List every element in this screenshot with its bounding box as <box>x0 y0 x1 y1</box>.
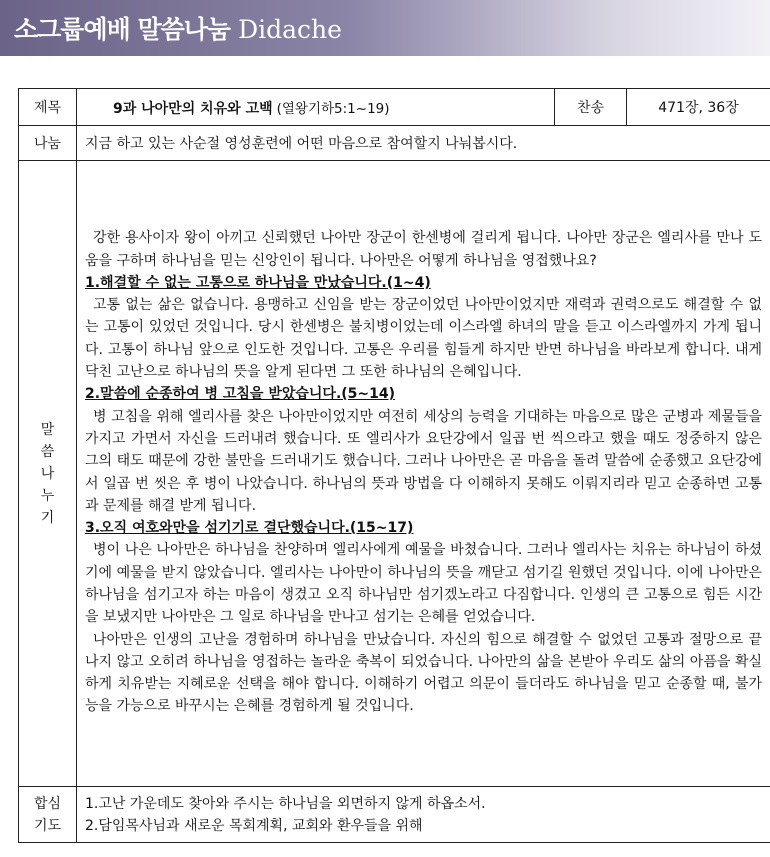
sermon-paragraph: 병 고침을 위해 엘리사를 찾은 나아만이었지만 여전히 세상의 능력을 기대하는 마음으로 많은 군병과 제물들을 가지고 가면서 자신을 드러내려 했습니다. 또 엘리사가 요단강에서 일곱 번 씩으라고 했을 때도 정중하지 않은 그의 태도 때문에 강한 불만을 드러내기도 했습니다. 그러나 나아만은 곧 마음을 돌려 말씀에 순종했고 요단강에서 일곱 번 씻은 후 병이 나았습니다. 하나님의 뜻과 방법을 다 이해하지 못해도 이뤄지리라 믿고 순종하면 고통과 문제를 해결 받게 됩니다. <box>85 408 762 514</box>
sermon-label-char: 누 <box>40 487 55 504</box>
sermon-row <box>19 161 770 787</box>
header-banner <box>0 0 770 56</box>
banner-title-english: Didache <box>238 15 342 44</box>
worksheet-table <box>18 88 770 843</box>
prayer-list <box>77 787 770 843</box>
prayer-label <box>19 787 77 843</box>
prayer-label-line: 합심 <box>33 795 62 812</box>
banner-title <box>14 10 342 46</box>
sermon-paragraph: 고통 없는 삶은 없습니다. 용맹하고 신임을 받는 장군이었던 나아만이었지만 재력과 권력으로도 해결할 수 없는 고통이 있었던 것입니다. 당시 한센병은 불치병이었는데 이스라엘 하녀의 말을 듣고 이스라엘까지 가게 됩니다. 고통이 하나님 앞으로 인도한 것입니다. 고통은 우리를 힘들게 하지만 반면 하나님을 바라보게 합니다. 내게 닥친 고난으로 하나님의 뜻을 알게 된다면 그 또한 하나님의 은혜입니다. <box>85 297 762 381</box>
sermon-label-char: 나 <box>40 465 55 482</box>
prayer-item: 2.담임목사님과 새로운 목회계획, 교회와 환우들을 위해 <box>85 817 423 834</box>
banner-title-korean: 소그룹예배 말씀나눔 <box>14 15 231 44</box>
title-row <box>19 89 770 126</box>
sermon-conclusion: 나아만은 인생의 고난을 경험하며 하나님을 만났습니다. 자신의 힘으로 해결할 수 없었던 고통과 절망으로 끝나지 않고 오히려 하나님을 영접하는 놀라운 축복이 되었습니다. 나아만의 삶을 본받아 우리도 삶의 아픔을 확실하게 치유받는 지혜로운 선택을 해야 합니다. 이해하기 어렵고 의문이 들더라도 하나님을 믿고 순종할 때, 불가능을 가능으로 바꾸시는 은혜를 경험하게 될 것입니다. <box>85 631 762 715</box>
sermon-label-char: 씀 <box>40 443 55 460</box>
prayer-label-line: 기도 <box>33 817 62 834</box>
sermon-body <box>77 161 770 787</box>
scripture-reference: (열왕기하5:1~19) <box>276 100 390 117</box>
hymn-label: 찬송 <box>555 89 627 126</box>
point-heading-2: 2.말씀에 순종하여 병 고침을 받았습니다.(5~14) <box>85 386 396 403</box>
share-row <box>19 126 770 161</box>
sermon-label <box>19 161 77 787</box>
sermon-paragraph: 강한 용사이자 왕이 아끼고 신뢰했던 나아만 장군이 한센병에 걸리게 됩니다. 나아만 장군은 엘리사를 만나 도움을 구하며 하나님을 믿는 신앙인이 됩니다. 나아만은 어떻게 하나님을 영접했나요? <box>85 230 762 269</box>
sermon-label-char: 말 <box>40 421 55 438</box>
share-question: 지금 하고 있는 사순절 영성훈련에 어떤 마음으로 참여할지 나눠봅시다. <box>77 126 770 161</box>
sermon-paragraph: 병이 나은 나아만은 하나님을 찬양하며 엘리사에게 예물을 바쳤습니다. 그러나 엘리사는 치유는 하나님이 하셨기에 예물을 받지 않았습니다. 엘리사는 나아만이 하나님의 뜻을 깨닫고 섬기길 원했던 것입니다. 이에 나아만은 하나님을 섬기고자 하는 마음이 생겼고 오직 하나님만 섬기겠노라고 다짐합니다. 인생의 큰 고통으로 힘든 시간을 보냈지만 나아만은 그 일로 하나님을 만나고 섬기는 은혜를 얻었습니다. <box>85 542 762 626</box>
sermon-label-char: 기 <box>40 509 55 526</box>
hymn-numbers: 471장, 36장 <box>627 89 770 126</box>
prayer-item: 1.고난 가운데도 찾아와 주시는 하나님을 외면하지 않게 하옵소서. <box>85 795 486 812</box>
title-label: 제목 <box>19 89 77 126</box>
point-heading-3: 3.오직 여호와만을 섬기기로 결단했습니다.(15~17) <box>85 520 414 537</box>
point-heading-1: 1.해결할 수 없는 고통으로 하나님을 만났습니다.(1~4) <box>85 274 431 291</box>
lesson-title-text: 9과 나아만의 치유와 고백 <box>113 100 273 117</box>
share-label: 나눔 <box>19 126 77 161</box>
prayer-row <box>19 787 770 843</box>
lesson-title <box>77 89 555 126</box>
